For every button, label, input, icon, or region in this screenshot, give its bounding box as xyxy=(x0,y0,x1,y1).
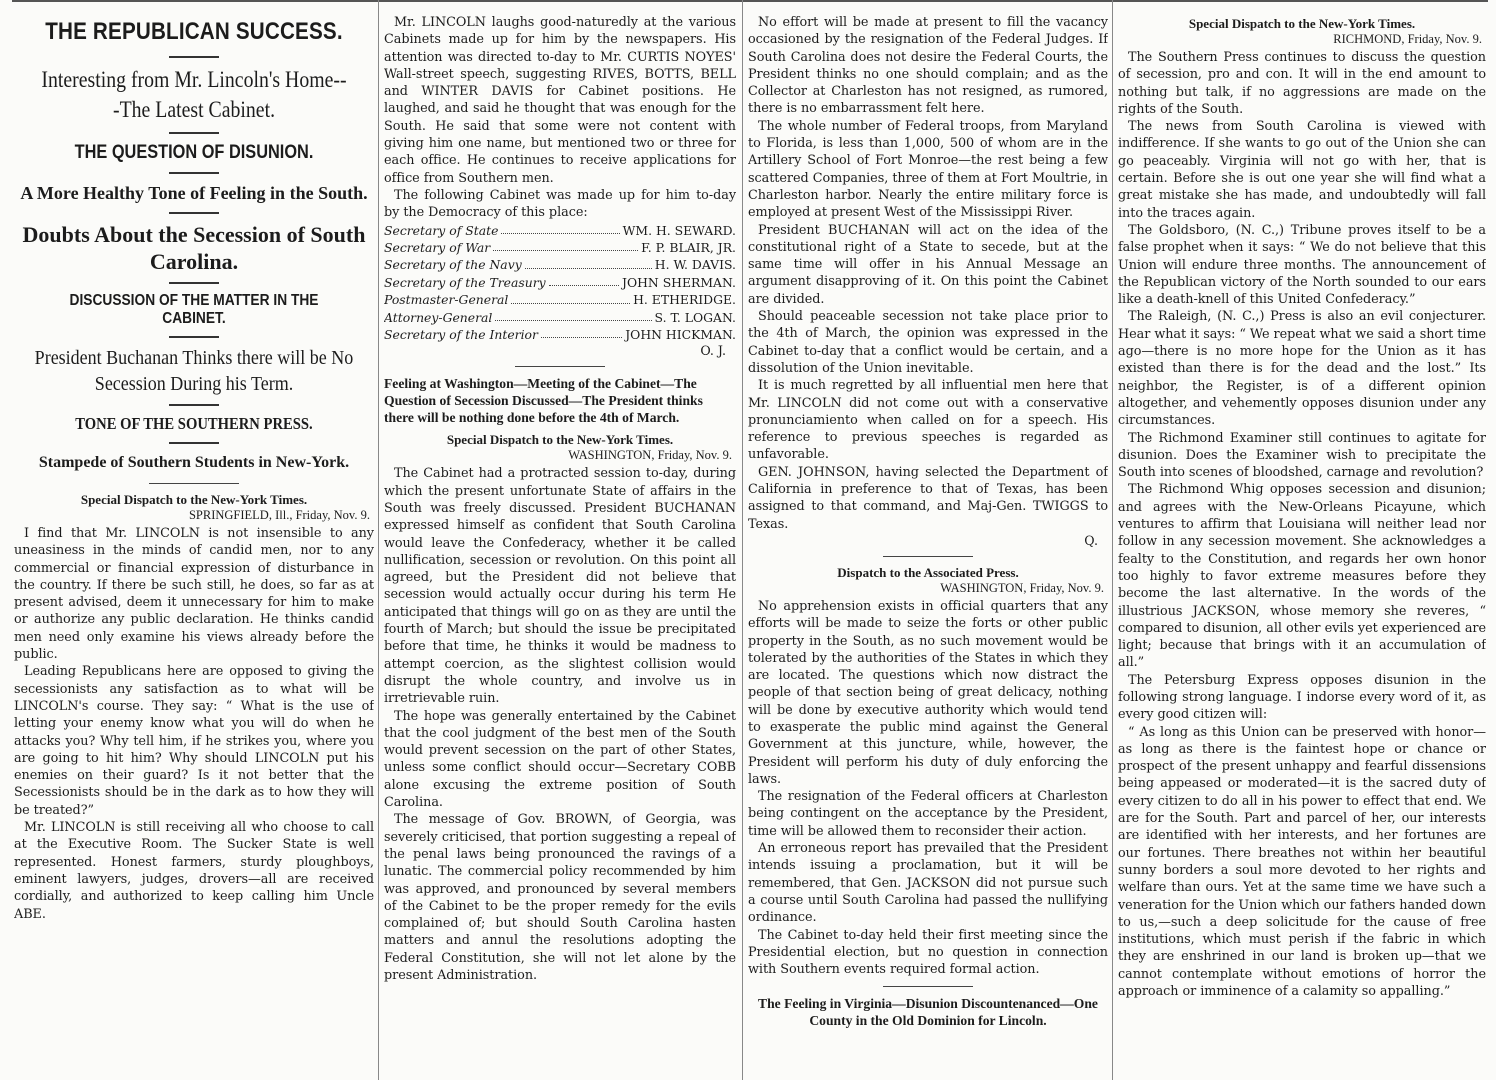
column-rule xyxy=(1112,0,1113,1080)
paragraph: The Cabinet to-day held their first meeting since the Presidential election, but no question in connection with Southern events required formal action. xyxy=(748,927,1108,978)
separator xyxy=(169,282,219,284)
separator xyxy=(169,132,219,134)
headline-disunion: THE QUESTION OF DISUNION. xyxy=(74,142,314,163)
top-rule xyxy=(12,0,1488,2)
paragraph: “ As long as this Union can be preserved with honor—as long as there is the faintest hope or chance or prospect of the present unhappy and fearful dissensions being appeased or moderated—it is the sacred duty of every citizen to do all in his power to effect that end. We are for the South. Part and parcel of her, our interests are identified with her interests, and her fortunes are our fortunes. There breathes not within her beautiful sunny borders a soul more devoted to her rights and welfare than ours. Yet at the same time we have such a veneration for the Union which our fathers handed down to us,—such a deep solicitude for the cause of free institutions, which must perish if the fabric in which they are enshrined in our land is broken up—that we cannot contemplate without emotions of horror the approach or imminence of a calamity so appalling.” xyxy=(1118,724,1486,1000)
paragraph: Leading Republicans here are opposed to giving the secessionists any satisfaction as to what will be LINCOLN's course. They say: “ What is the use of letting your enemy know what you will do when he attacks you? Why tell him, if he strikes you, where you are going to hit him? Why should LINCOLN put his enemies on their guard? Is it not better that the Secessionists should be in the dark as to how they will be treated?” xyxy=(14,664,374,818)
cabinet-office: Secretary of the Navy xyxy=(384,257,522,273)
headline-healthy-tone: A More Healthy Tone of Feeling in the South. xyxy=(20,183,368,203)
separator xyxy=(169,172,219,174)
cabinet-office: Secretary of the Treasury xyxy=(384,274,546,290)
separator xyxy=(169,336,219,338)
dateline: WASHINGTON, Friday, Nov. 9. xyxy=(940,580,1104,595)
cabinet-entry xyxy=(384,256,736,273)
headline-discussion: DISCUSSION OF THE MATTER IN THE CABINET. xyxy=(69,292,319,327)
cabinet-name: JOHN HICKMAN. xyxy=(625,327,736,342)
headline-doubts: Doubts About the Secession of South Carolina. xyxy=(22,222,366,274)
cabinet-office: Secretary of State xyxy=(384,222,499,238)
column-3 xyxy=(748,4,1108,1076)
separator xyxy=(169,442,219,444)
paragraph: The whole number of Federal troops, from Maryland to Florida, is less than 1,000, 500 of whom are in the Artillery School of Fort Monroe—the rest being a few scattered Companies, three of them at Fort Moultrie, in Charleston harbor. Nearly the entire military force is employed at present West of the Mississippi River. xyxy=(748,118,1108,221)
cabinet-office: Secretary of the Interior xyxy=(384,327,538,342)
cabinet-name: F. P. BLAIR, JR. xyxy=(641,239,736,255)
paragraph: The Cabinet had a protracted session to-day, during which the present unfortunate State of affairs in the South was freely discussed. President BUCHANAN expressed himself as confident that South Carolina would leave the Confederacy, whether it be called nullification, secession or revolution. On this point all agreed, but the President did not believe that secession would actually occur during his term He anticipated that things will go on as they are until the fourth of March; but should the issue be precipitated before that time, he thinks it would be madness to attempt coercion, as the slightest collision would disrupt the whole country, and involve us in irretrievable ruin. xyxy=(384,466,736,707)
cabinet-entry xyxy=(384,309,736,326)
headline-southern-press: TONE OF THE SOUTHERN PRESS. xyxy=(75,414,313,433)
dispatch-heading: Special Dispatch to the New-York Times. xyxy=(80,492,308,507)
cabinet-name: S. T. LOGAN. xyxy=(654,309,736,325)
cabinet-office: Postmaster-General xyxy=(384,292,509,308)
paragraph: I find that Mr. LINCOLN is not insensible to any uneasiness in the minds of candid men, nor to any commercial or financial expression of disturbance in the country. If there be such still, he does, so far as at present advised, deem it unnecessary for him to make or authorize any public declaration. He thinks candid men need only examine his views already before the public. xyxy=(14,526,374,663)
dispatch-heading: Special Dispatch to the New-York Times. xyxy=(446,432,674,448)
paragraph: GEN. JOHNSON, having selected the Department of California in preference to that of Texas, has been assigned to that command, and Maj-Gen. TWIGGS to Texas. xyxy=(748,464,1108,532)
cabinet-office: Secretary of War xyxy=(384,239,491,255)
headline-main: THE REPUBLICAN SUCCESS. xyxy=(45,18,343,45)
paragraph: The Richmond Examiner still continues to agitate for disunion. Does the Examiner wish to precipitate the South into scenes of bloodshed, carnage and revolution? xyxy=(1118,430,1486,481)
paragraph: The resignation of the Federal officers at Charleston being contingent on the acceptance by the President, time will be allowed them to reconsider their action. xyxy=(748,789,1108,839)
paragraph: The news from South Carolina is viewed with indifference. If she wants to go out of the Union she can go peaceably. Virginia will not go with her, that is certain. Before she is out one year she will find what a great mistake she has made, and undoubtedly will fall into the traces again. xyxy=(1118,119,1486,221)
column-1 xyxy=(14,4,374,1076)
paragraph: The message of Gov. BROWN, of Georgia, was severely criticised, that portion suggesting a repeal of the penal laws being pronounced the ravings of a lunatic. The commercial policy recommended by him was approved, and pronounced by several members of the Cabinet to be the proper remedy for the evils complained of; but should South Carolina hasten matters and annul the resolutions adopting the Federal Constitution, she will not let alone by the present Administration. xyxy=(384,812,736,984)
headline-buchanan: President Buchanan Thinks there will be No Secession During his Term. xyxy=(34,347,354,395)
cabinet-entry xyxy=(384,222,736,239)
subheading-virginia: The Feeling in Virginia—Disunion Discountenanced—One County in the Old Dominion for Lincoln. xyxy=(758,996,1098,1029)
cabinet-name: JOHN SHERMAN. xyxy=(621,274,736,290)
dateline: SPRINGFIELD, Ill., Friday, Nov. 9. xyxy=(188,508,370,522)
cabinet-list xyxy=(384,222,736,344)
separator xyxy=(883,556,973,557)
paragraph: The Raleigh, (N. C.,) Press is also an evil conjecturer. Hear what it says: “ We repeat what we said a short time ago—there is no more hope for the Union as it has existed than there is for the dead and the lost.” Its neighbor, the Register, is of a different opinion altogether, and vehemently opposes disunion under any circumstances. xyxy=(1118,309,1486,429)
dispatch-heading: Special Dispatch to the New-York Times. xyxy=(1188,16,1416,31)
headline-stampede: Stampede of Southern Students in New-York. xyxy=(38,454,350,471)
column-2 xyxy=(384,4,736,1076)
cabinet-name: WM. H. SEWARD. xyxy=(622,222,736,238)
cabinet-entry xyxy=(384,239,736,256)
cabinet-office: Attorney-General xyxy=(384,309,493,325)
cabinet-entry xyxy=(384,274,736,291)
signature: O. J. xyxy=(700,343,726,359)
signature: Q. xyxy=(1084,532,1098,548)
paragraph: The Goldsboro, (N. C.,) Tribune proves itself to be a false prophet when it says: “ We do not believe that this Union will endure three months. The announcement of the Republican victory of the North sounded to our ears like a death-knell of this United Confederacy.” xyxy=(1118,222,1486,308)
paragraph: Mr. LINCOLN laughs good-naturedly at the various Cabinets made up for him by the newspapers. His attention was directed to-day to Mr. CURTIS NOYES' Wall-street speech, suggesting RIVES, BOTTS, BELL and WINTER DAVIS for Cabinet positions. He laughed, and said he thought that was enough for the South. He said that some were not content with giving him one name, but mentioned two or three for each office. He continues to receive applications for office from Southern men. xyxy=(384,15,736,186)
paragraph: No apprehension exists in official quarters that any efforts will be made to seize the forts or other public property in the South, as no such movement would be tolerated by the authorities of the States in which they are located. The questions which now distract the people of that section being of great delicacy, nothing will be done by executive authority which would tend to exasperate the public mind against the General Government at this juncture, while, however, the President will perform his duty of duly enforcing the laws. xyxy=(748,598,1108,787)
paragraph: The Southern Press continues to discuss the question of secession, pro and con. It will in the end amount to nothing but talk, if no aggressions are made on the rights of the South. xyxy=(1118,50,1486,117)
cabinet-name: H. ETHERIDGE. xyxy=(633,292,736,308)
paragraph: It is much regretted by all influential men here that Mr. LINCOLN did not come out with a conservative pronunciamiento when called on for a speech. His reference to previous speeches is regarded as unfavorable. xyxy=(748,378,1108,463)
headline-lincoln-home: Interesting from Mr. Lincoln's Home---The Latest Cabinet. xyxy=(41,67,347,122)
separator xyxy=(169,212,219,214)
cabinet-name: H. W. DAVIS. xyxy=(654,257,736,273)
paragraph: The following Cabinet was made up for him to-day by the Democracy of this place: xyxy=(384,187,736,221)
column-4 xyxy=(1118,4,1486,1076)
cabinet-entry xyxy=(384,291,736,308)
paragraph: Mr. LINCOLN is still receiving all who choose to call at the Executive Room. The Sucker State is well represented. Honest farmers, sturdy ploughboys, eminent lawyers, judges, drovers—all are received cordially, and authorized to keep calling him Uncle ABE. xyxy=(14,820,374,922)
separator xyxy=(515,366,605,367)
dateline: WASHINGTON, Friday, Nov. 9. xyxy=(568,448,732,463)
paragraph: The Richmond Whig opposes secession and disunion; and agrees with the New-Orleans Picayune, which ventures to affirm that Louisiana will neither lead nor follow in any secession movement. She acknowledges a fealty to the Constitution, and regards her own honor too highly to favor extreme measures before they become the last alternative. In the words of the illustrious JACKSON, whose memory she reveres, “ compared to disunion, all other evils yet experienced are light; because that brings with it an accumulation of all.” xyxy=(1118,482,1486,671)
paragraph: No effort will be made at present to fill the vacancy occasioned by the resignation of the Federal Judges. If South Carolina does not desire the Federal Courts, the President thinks no one should complain; and as the Collector at Charleston has not resigned, as rumored, there is no embarrassment felt here. xyxy=(748,15,1108,117)
dispatch-heading: Dispatch to the Associated Press. xyxy=(837,564,1019,580)
separator xyxy=(883,986,973,987)
dateline: RICHMOND, Friday, Nov. 9. xyxy=(1333,32,1482,46)
separator xyxy=(169,404,219,406)
column-rule xyxy=(742,0,743,1080)
subheading-washington: Feeling at Washington—Meeting of the Cabinet—The Question of Secession Discussed—The President thinks there will be nothing done before the 4th of March. xyxy=(384,376,703,426)
paragraph: The Petersburg Express opposes disunion in the following strong language. I indorse every word of it, as every good citizen will: xyxy=(1118,672,1486,723)
column-rule xyxy=(378,0,379,1080)
paragraph: The hope was generally entertained by the Cabinet that the cool judgment of the best men of the South would prevent secession on the part of other States, unless some conflict should occur—Secretary COBB alone excusing the extreme position of South Carolina. xyxy=(384,708,736,811)
cabinet-entry xyxy=(384,326,736,343)
separator xyxy=(169,56,219,58)
paragraph: Should peaceable secession not take place prior to the 4th of March, the opinion was expressed in the Cabinet to-day that a conflict would be certain, and a dissolution of the Union inevitable. xyxy=(748,309,1108,376)
separator xyxy=(149,483,239,484)
paragraph: An erroneous report has prevailed that the President intends issuing a proclamation, but it will be remembered, that Gen. JACKSON did not pursue such a course until South Carolina had passed the nullifying ordinance. xyxy=(748,841,1108,926)
paragraph: President BUCHANAN will act on the idea of the constitutional right of a State to secede, but at the same time will offer in his Annual Message an argument disapproving of it. On this point the Cabinet are divided. xyxy=(748,222,1108,307)
